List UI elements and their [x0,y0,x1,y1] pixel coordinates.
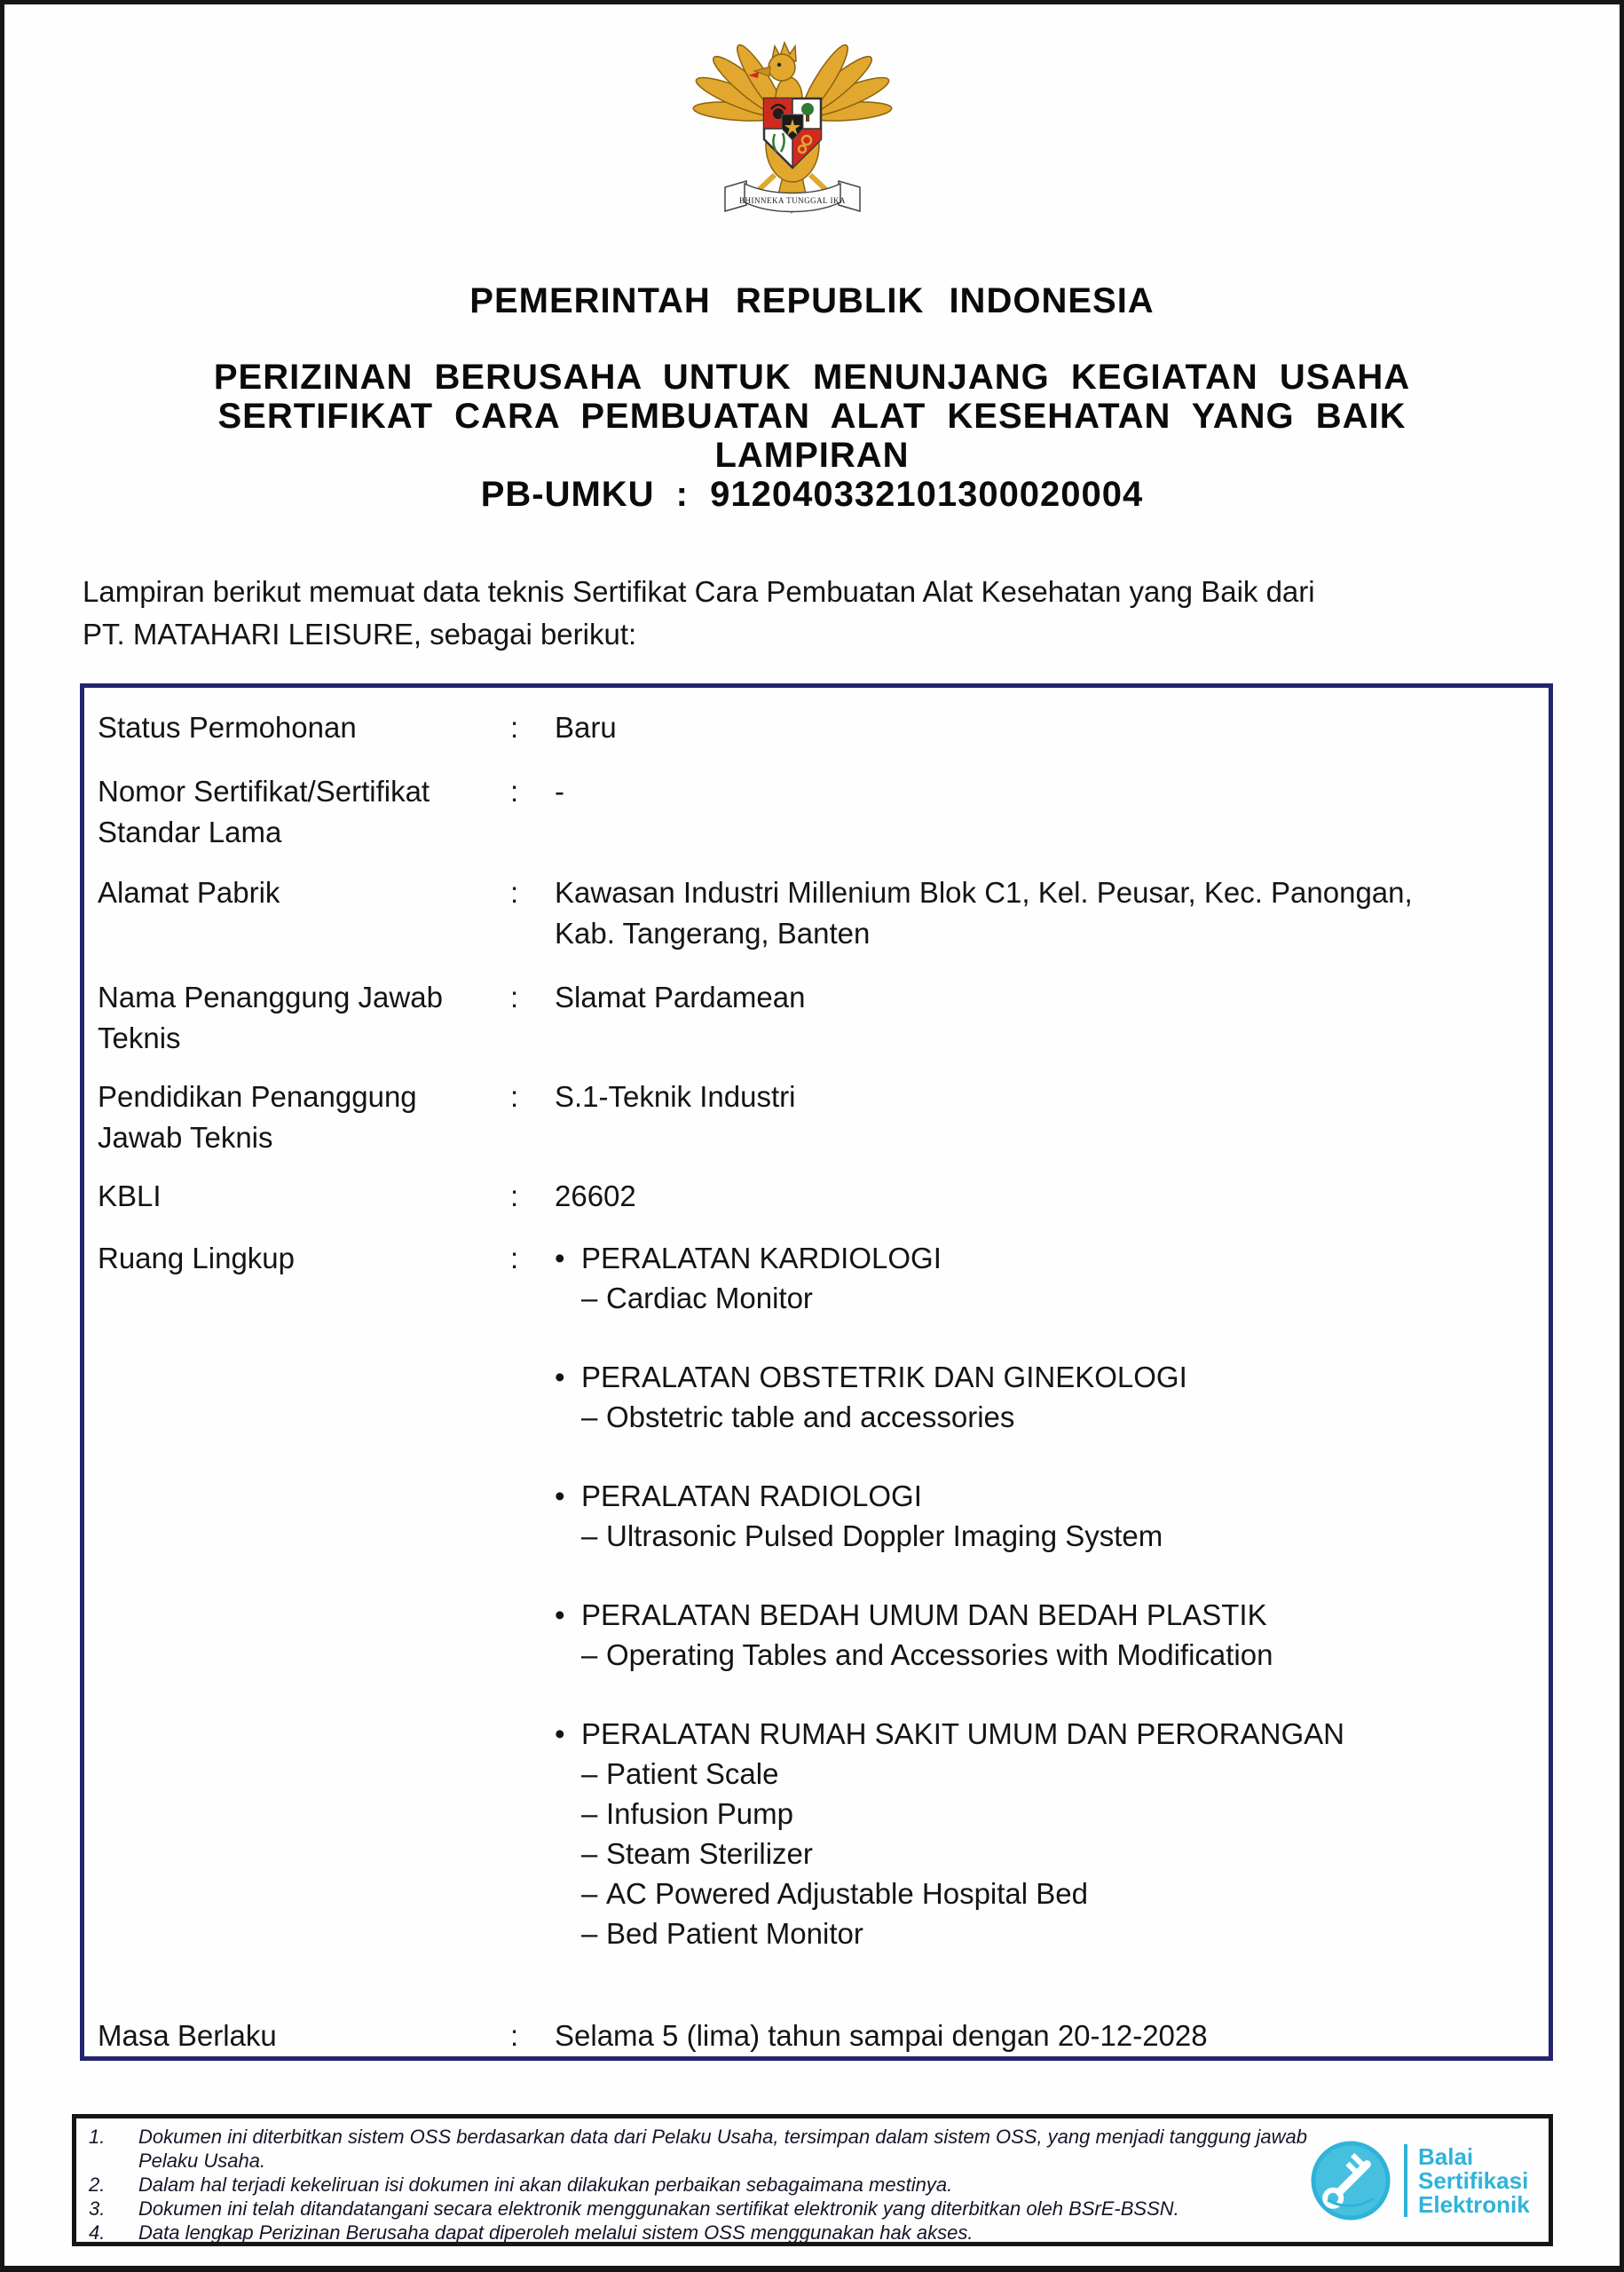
bullet-icon: • [555,1598,565,1631]
row-value: Baru [555,711,617,744]
dash-icon: – [581,1877,598,1910]
footer-notes [89,2125,1308,2244]
scope-group [555,1357,1531,1437]
colon-separator: : [510,1242,519,1274]
note-row [89,2197,1283,2221]
logo-text-line: Balai [1418,2142,1474,2170]
key-icon [1310,2140,1391,2221]
colon-separator: : [510,876,519,909]
bullet-icon: • [555,1717,565,1750]
scope-item: AC Powered Adjustable Hospital Bed [606,1877,1088,1910]
motto-text: BHINNEKA TUNGGAL IKA [739,196,846,205]
row-label: Pendidikan Penanggung [98,1080,417,1113]
scope-category: PERALATAN RUMAH SAKIT UMUM DAN PERORANGAN [581,1717,1344,1750]
note-text: Dokumen ini telah ditandatangani secara elektronik menggunakan sertifikat elektronik yang diterbitkan oleh BSrE-BSSN. [138,2197,1179,2220]
logo-text-line: Elektronik [1418,2190,1530,2218]
note-text: Dokumen ini diterbitkan sistem OSS berdasarkan data dari Pelaku Usaha, tersimpan dalam sistem OSS, yang menjadi tanggung jawab [138,2126,1308,2148]
footer-disclaimer-box [72,2114,1553,2246]
document-title [4,358,1620,514]
scope-item: Cardiac Monitor [606,1282,813,1314]
note-row [89,2173,1283,2197]
intro-paragraph [83,571,1315,656]
scope-group [555,1714,1531,1953]
note-number: 3. [89,2197,106,2220]
table-row-ruang-lingkup [98,1238,1531,1953]
garuda-eye [777,63,781,67]
dash-icon: – [581,1837,598,1870]
dash-icon: – [581,1917,598,1950]
table-row-kbli [98,1176,1531,1217]
logo-divider [1404,2144,1407,2217]
scope-item: Patient Scale [606,1757,779,1790]
scope-category: PERALATAN OBSTETRIK DAN GINEKOLOGI [581,1361,1187,1393]
dash-icon: – [581,1797,598,1830]
note-number: 4. [89,2221,106,2244]
scope-item: Infusion Pump [606,1797,793,1830]
dash-icon: – [581,1638,598,1671]
row-label: Teknis [98,1022,181,1054]
scope-group [555,1595,1531,1675]
scope-item: Bed Patient Monitor [606,1917,863,1950]
table-row-pendidikan [98,1077,1531,1158]
doc-title-line-1: PERIZINAN BERUSAHA UNTUK MENUNJANG KEGIATAN USAHA [213,358,1411,397]
doc-title-line-2: SERTIFIKAT CARA PEMBUATAN ALAT KESEHATAN YANG BAIK [217,397,1407,436]
colon-separator: : [510,775,519,808]
logo-text-line: Sertifikasi [1418,2166,1529,2194]
table-row-status-permohonan [98,707,1531,748]
garuda-head [769,54,795,81]
row-value: Kawasan Industri Millenium Blok C1, Kel. Peusar, Kec. Panongan, [555,876,1413,909]
note-text: Dalam hal terjadi kekeliruan isi dokumen ini akan dilakukan perbaikan sebagaimana mestinya. [138,2173,953,2196]
scope-category: PERALATAN KARDIOLOGI [581,1242,942,1274]
row-value: Selama 5 (lima) tahun sampai dengan 20-12-2028 [555,2019,1208,2052]
row-label: Nama Penanggung Jawab [98,981,443,1014]
row-label: Alamat Pabrik [98,876,280,909]
bsre-logo [1310,2140,1530,2221]
table-row-alamat-pabrik [98,872,1531,954]
intro-line-2: PT. MATAHARI LEISURE, sebagai berikut: [83,618,637,651]
table-row-nomor-sertifikat [98,771,1531,853]
note-row [89,2221,1283,2244]
garuda-pancasila-emblem [690,15,895,216]
doc-title-line-3: LAMPIRAN [714,436,910,475]
row-label: Ruang Lingkup [98,1242,296,1274]
colon-separator: : [510,1080,519,1113]
row-label: Jawab Teknis [98,1121,273,1154]
table-row-masa-berlaku [98,2016,1531,2056]
bullet-icon: • [555,1479,565,1512]
scope-item: Ultrasonic Pulsed Doppler Imaging System [606,1519,1163,1552]
note-text: Pelaku Usaha. [138,2150,266,2172]
scope-item: Obstetric table and accessories [606,1400,1015,1433]
row-label: Standar Lama [98,816,282,848]
pb-umku-number: PB-UMKU : 912040332101300020004 [480,475,1144,514]
scope-category: PERALATAN BEDAH UMUM DAN BEDAH PLASTIK [581,1598,1267,1631]
note-number: 2. [89,2173,106,2196]
dash-icon: – [581,1400,598,1433]
banyan-tree-icon [801,103,814,115]
intro-line-1: Lampiran berikut memuat data teknis Sertifikat Cara Pembuatan Alat Kesehatan yang Baik dari [83,575,1315,608]
table-row-nama-penanggung-jawab [98,977,1531,1059]
note-number: 1. [89,2126,106,2148]
details-table [80,683,1553,2061]
colon-separator: : [510,2019,519,2052]
dash-icon: – [581,1282,598,1314]
colon-separator: : [510,711,519,744]
scope-category: PERALATAN RADIOLOGI [581,1479,922,1512]
dash-icon: – [581,1519,598,1552]
colon-separator: : [510,1179,519,1212]
dash-icon: – [581,1757,598,1790]
note-row [89,2125,1308,2173]
scope-group [555,1238,1531,1318]
row-value: Kab. Tangerang, Banten [555,917,871,950]
row-label: Nomor Sertifikat/Sertifikat [98,775,430,808]
scope-item: Operating Tables and Accessories with Modification [606,1638,1273,1671]
scope-group [555,1476,1531,1556]
row-label: Masa Berlaku [98,2019,277,2052]
bullet-icon: • [555,1361,565,1393]
row-label: KBLI [98,1179,162,1212]
row-value: Slamat Pardamean [555,981,806,1014]
row-value: S.1-Teknik Industri [555,1080,796,1113]
scope-item: Steam Sterilizer [606,1837,813,1870]
row-value: 26602 [555,1179,636,1212]
row-label: Status Permohonan [98,711,357,744]
government-title: PEMERINTAH REPUBLIK INDONESIA [469,281,1155,320]
note-text: Data lengkap Perizinan Berusaha dapat diperoleh melalui sistem OSS menggunakan hak akses. [138,2221,974,2244]
logo-text [1418,2142,1530,2218]
row-value: - [555,775,564,808]
garuda-emblem-graphic [690,15,895,216]
bullet-icon: • [555,1242,565,1274]
colon-separator: : [510,981,519,1014]
